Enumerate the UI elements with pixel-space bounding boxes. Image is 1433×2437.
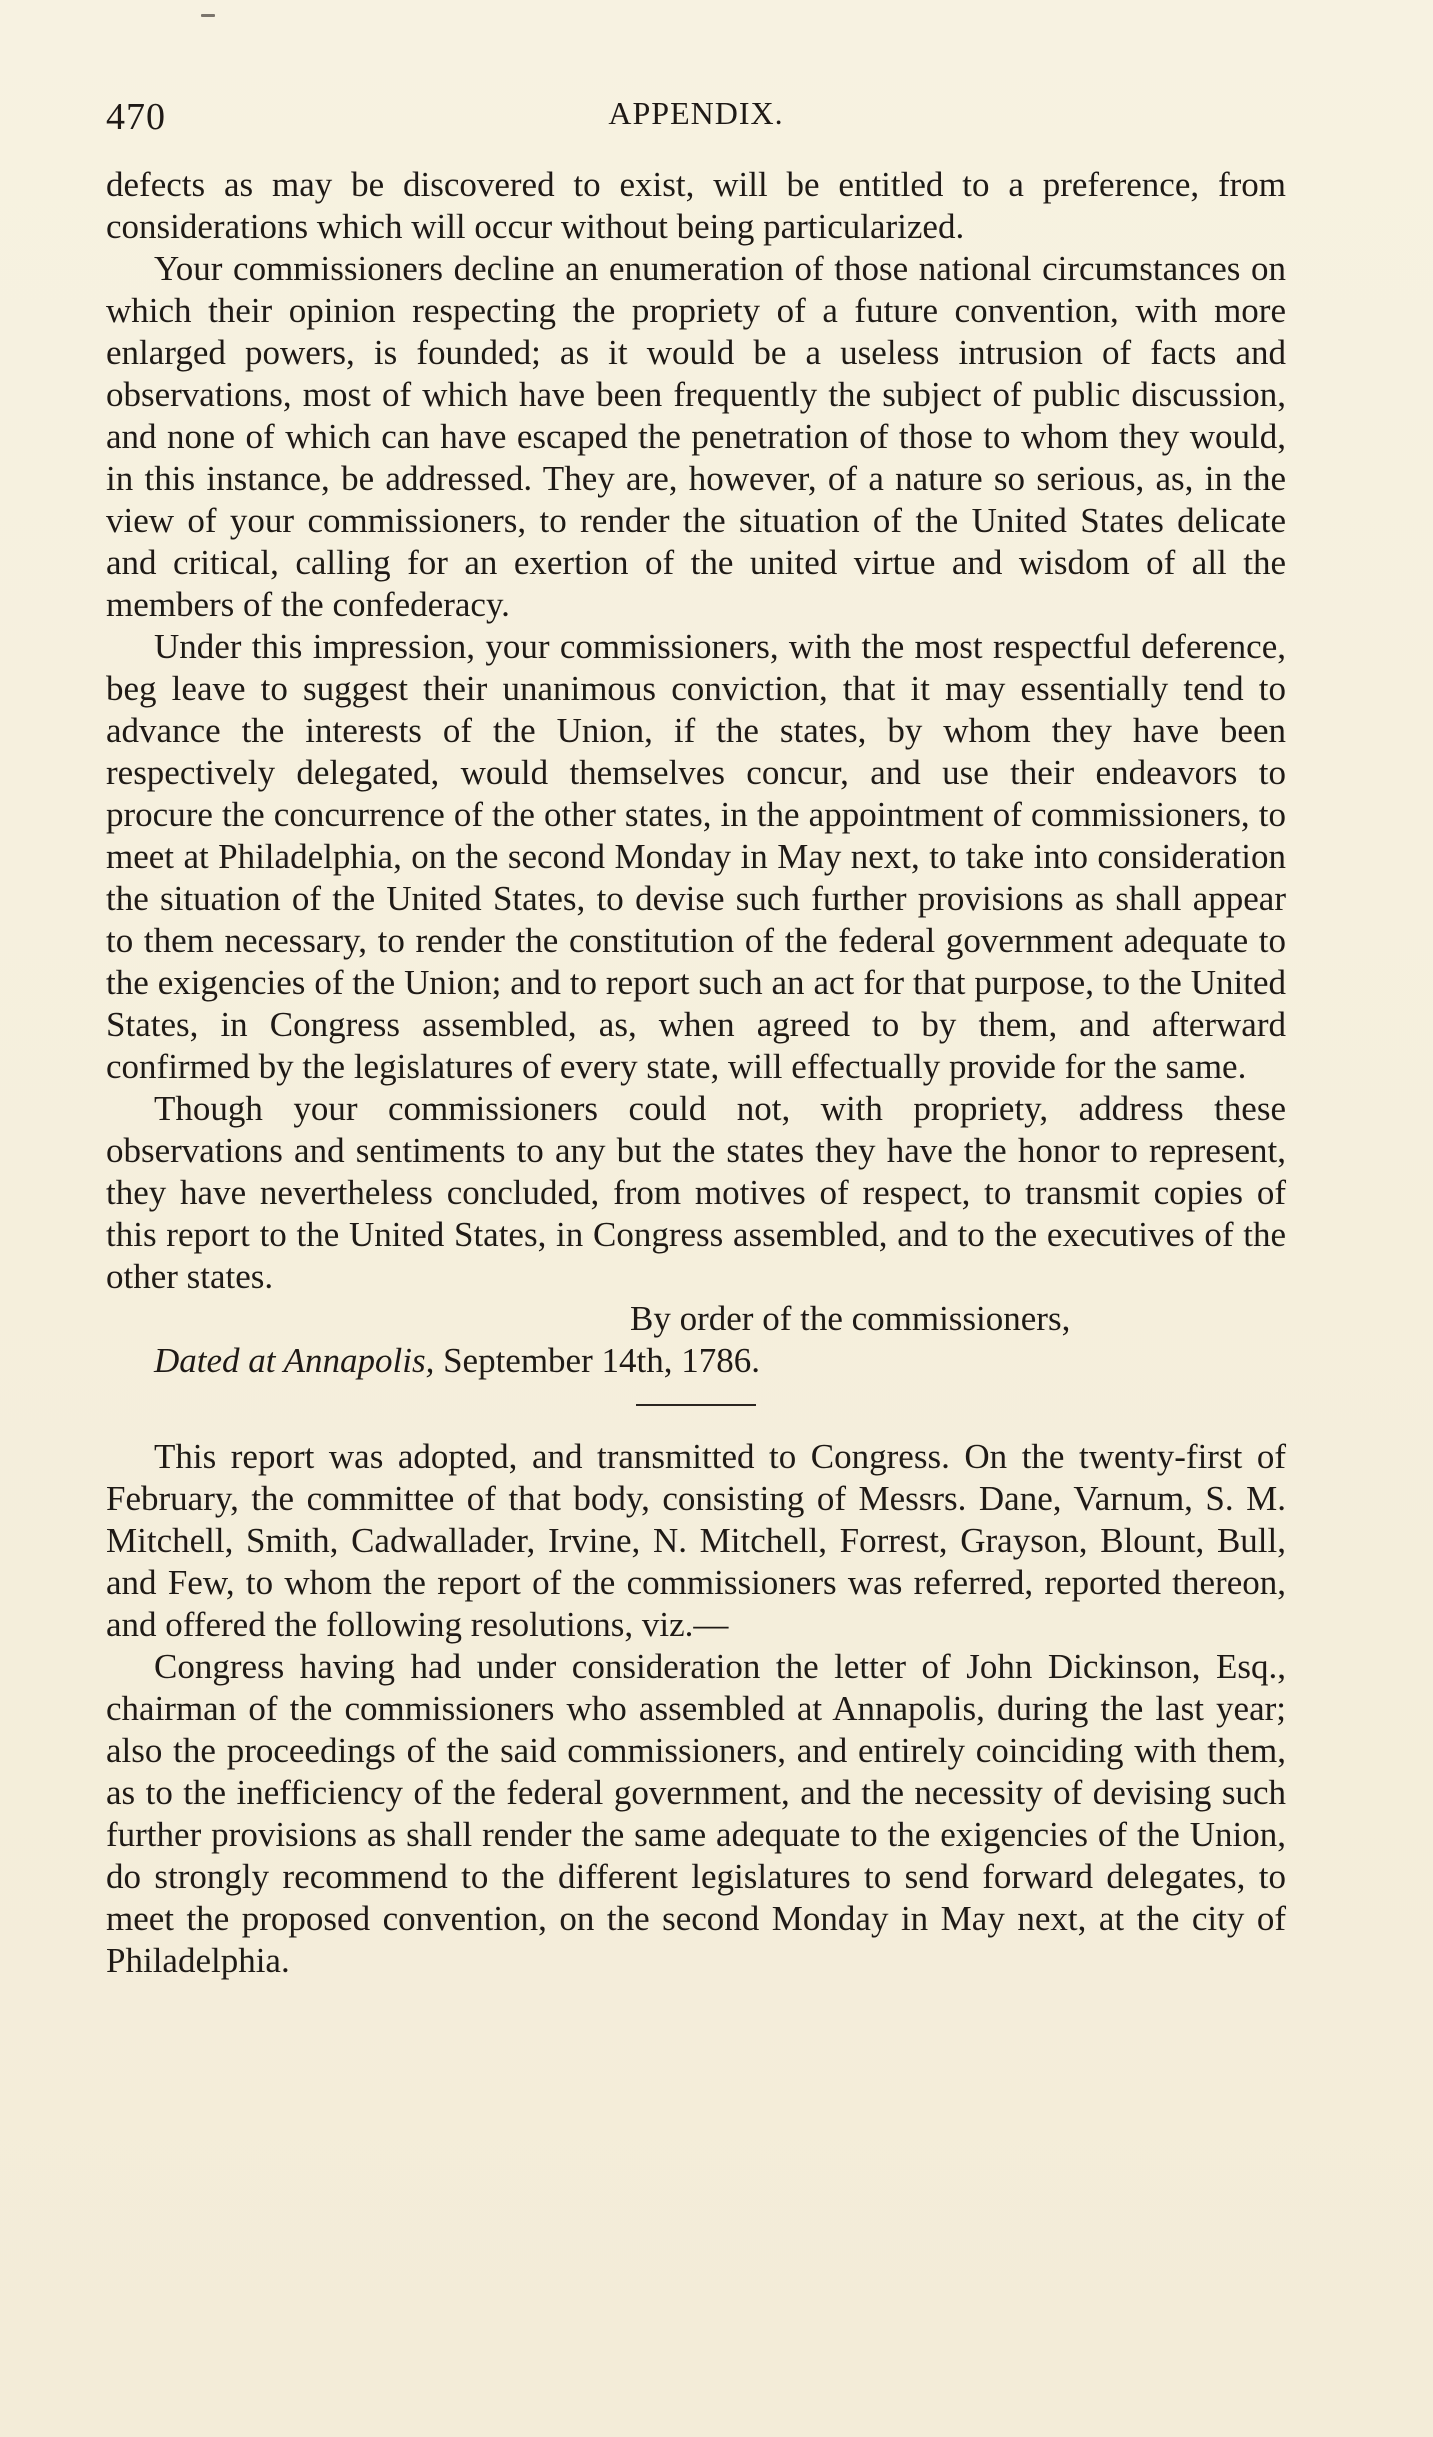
date-place: Dated at Annapolis, (154, 1341, 435, 1380)
date-line (106, 1340, 1286, 1382)
running-head: APPENDIX. (608, 95, 784, 131)
top-margin-mark (201, 14, 215, 17)
signature-line: By order of the commissioners, (630, 1299, 1071, 1338)
paragraph-commissioners-decline: Your commissioners decline an enumeration of those national circumstances on which their opinion respecting the propriety of a future convention, with more enlarged powers, is founded; as it would be a useless intrusion of facts and observations, most of which have been frequently the subject of public discussion, and none of which can have escaped the penetration of those to whom they would, in this instance, be addressed. They are, however, of a nature so serious, as, in the view of your commissioners, to render the situation of the United States delicate and critical, calling for an exertion of the united virtue and wisdom of all the members of the confederacy. (106, 249, 1286, 624)
paragraph-continuation: defects as may be discovered to exist, will be entitled to a preference, from considerations which will occur without being particularized. (106, 165, 1286, 246)
paragraph-congress-resolution: Congress having had under consideration the letter of John Dickinson, Esq., chairman of the commissioners who assembled at Annapolis, during the last year; also the proceedings of the said commissioners, and entirely coinciding with them, as to the inefficiency of the federal government, and the necessity of devising such further provisions as shall render the same adequate to the exigencies of the Union, do strongly recommend to the different legislatures to send forward delegates, to meet the proposed convention, on the second Monday in May next, at the city of Philadelphia. (106, 1647, 1286, 1980)
paragraph-report-adopted: This report was adopted, and transmitted to Congress. On the twenty-first of February, the committee of that body, consisting of Messrs. Dane, Varnum, S. M. Mitchell, Smith, Cadwallader, Irvine, N. Mitchell, Forrest, Grayson, Blount, Bull, and Few, to whom the report of the commissioners was referred, reported thereon, and offered the following resolutions, viz.— (106, 1437, 1286, 1644)
paragraph-though-your-commissioners: Though your commissioners could not, with propriety, address these observations and sentiments to any but the states they have the honor to represent, they have nevertheless concluded, from motives of respect, to transmit copies of this report to the United States, in Congress assembled, and to the executives of the other states. (106, 1089, 1286, 1296)
page-header (106, 95, 1286, 153)
section-divider (636, 1404, 756, 1406)
body-text (106, 164, 1286, 1982)
page-number: 470 (106, 96, 166, 138)
date-value: September 14th, 1786. (443, 1341, 760, 1380)
paragraph-under-this-impression: Under this impression, your commissioners, with the most respectful deference, beg leave to suggest their unanimous conviction, that it may essentially tend to advance the interests of the Union, if the states, by whom they have been respectively delegated, would themselves concur, and use their endeavors to procure the concurrence of the other states, in the appointment of commissioners, to meet at Philadelphia, on the second Monday in May next, to take into consideration the situation of the United States, to devise such further provisions as shall appear to them necessary, to render the constitution of the federal government adequate to the exigencies of the Union; and to report such an act for that purpose, to the United States, in Congress assembled, as, when agreed to by them, and afterward confirmed by the legislatures of every state, will effectually provide for the same. (106, 627, 1286, 1086)
